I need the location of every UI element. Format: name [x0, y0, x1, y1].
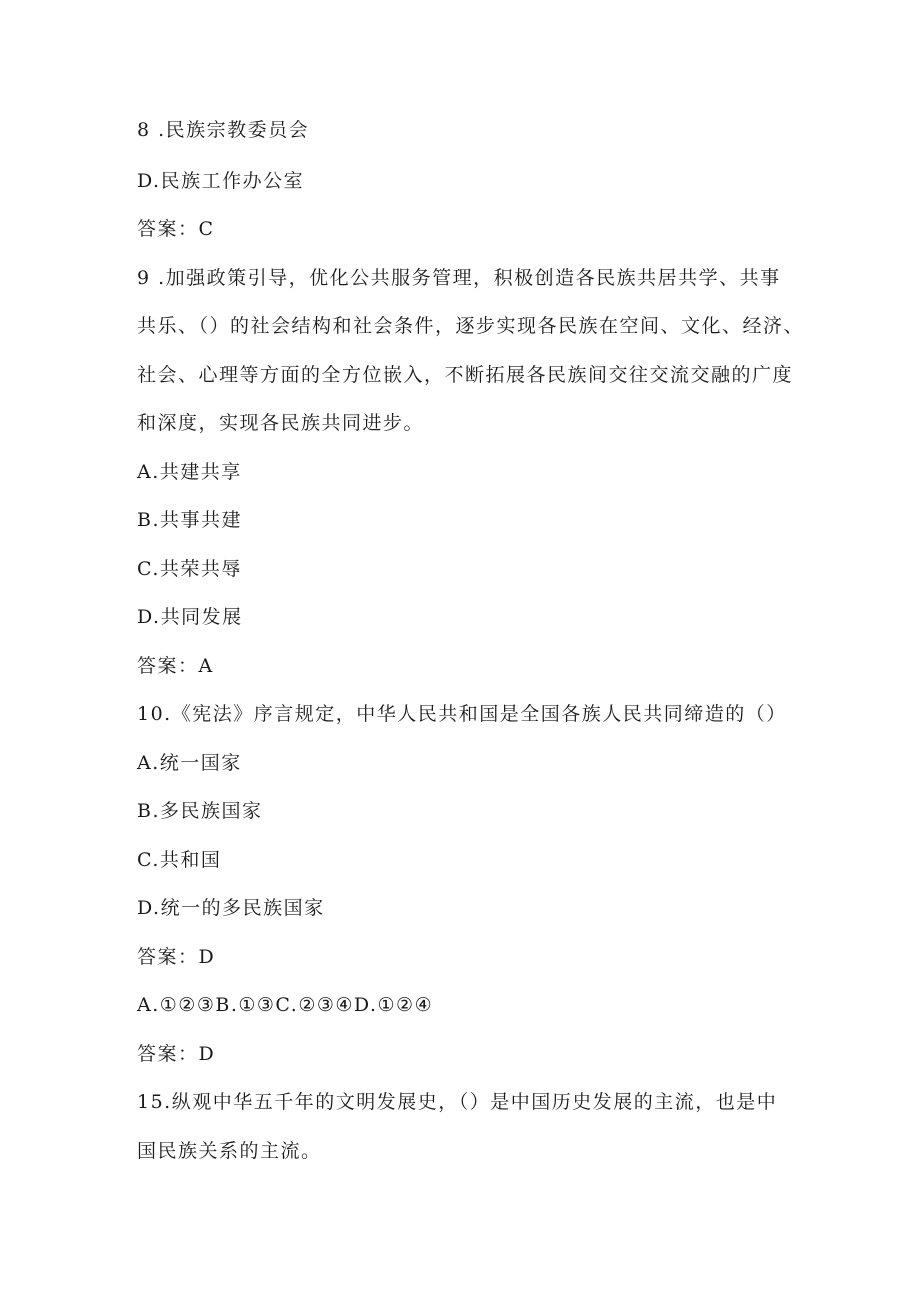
question-9-line-4: 和深度，实现各民族共同进步。 [137, 412, 425, 434]
option-d-line: D.统一的多民族国家 [137, 897, 325, 919]
question-15-line-1: 15.纵观中华五千年的文明发展史，（）是中国历史发展的主流，也是中 [137, 1091, 778, 1113]
question-10-line: 10.《宪法》序言规定，中华人民共和国是全国各族人民共同缔造的（） [137, 703, 787, 725]
option-c-line: C.共荣共辱 [137, 558, 242, 580]
option-d-line: D.民族工作办公室 [137, 170, 305, 192]
question-9-line-1: 9 .加强政策引导，优化公共服务管理，积极创造各民族共居共学、共事 [137, 267, 781, 289]
option-a-line: A.统一国家 [137, 752, 242, 774]
option-d-line: D.共同发展 [137, 606, 243, 628]
answer-line: 答案：D [137, 1043, 216, 1065]
option-8-line: 8 .民族宗教委员会 [137, 119, 310, 141]
question-9-line-3: 社会、心理等方面的全方位嵌入，不断拓展各民族间交往交流交融的广度 [137, 364, 794, 386]
question-15-line-2: 国民族关系的主流。 [137, 1140, 322, 1162]
option-b-line: B.多民族国家 [137, 800, 263, 822]
question-9-line-2: 共乐、（）的社会结构和社会条件，逐步实现各民族在空间、文化、经济、 [137, 315, 805, 337]
option-b-line: B.共事共建 [137, 509, 243, 531]
answer-line: 答案：D [137, 946, 216, 968]
option-a-line: A.共建共享 [137, 461, 242, 483]
option-c-line: C.共和国 [137, 849, 222, 871]
answer-line: 答案：A [137, 655, 214, 677]
options-combined-line: A.①②③B.①③C.②③④D.①②④ [137, 994, 434, 1016]
answer-line: 答案：C [137, 218, 215, 240]
